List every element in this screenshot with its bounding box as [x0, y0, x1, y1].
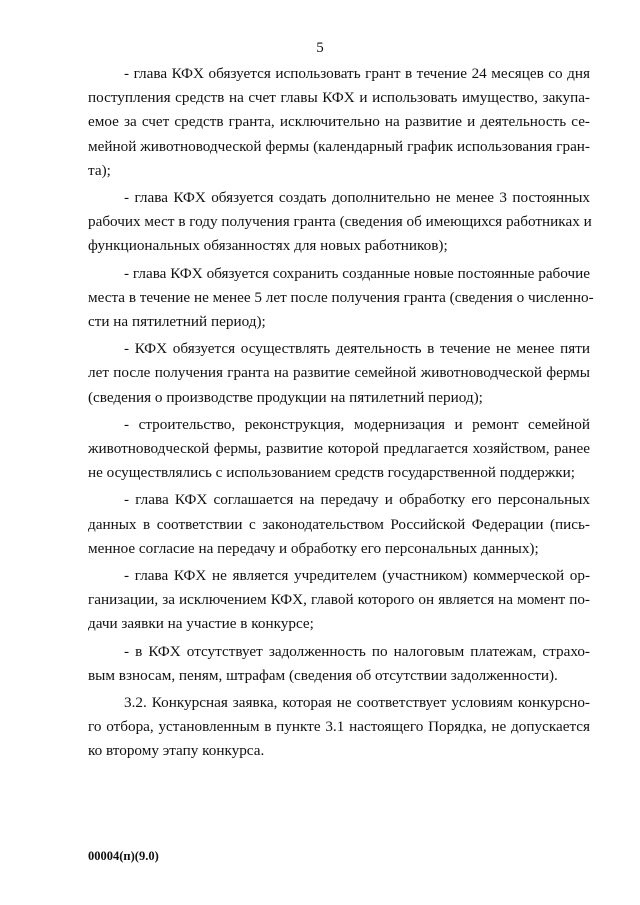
footer-document-code: 00004(п)(9.0) [88, 849, 159, 863]
paragraph [88, 62, 590, 183]
paragraph-line: - глава КФХ обязуется сохранить созданные новые постоянные рабочие [124, 264, 590, 282]
paragraph-line: поступления средств на счет главы КФХ и использовать имущество, закупа- [88, 89, 590, 107]
paragraph-line: - глава КФХ обязуется использовать грант в течение 24 месяцев со дня [124, 65, 590, 82]
paragraph [88, 564, 590, 637]
paragraph-line: рабочих мест в году получения гранта (сведения об имеющихся работниках и [88, 213, 592, 231]
paragraph-line: лет после получения гранта на развитие семейной животноводческой фермы [88, 364, 590, 382]
paragraph-line: - глава КФХ обязуется создать дополнительно не менее 3 постоянных [124, 189, 590, 207]
paragraph-line: ганизации, за исключением КФХ, главой которого он является на момент по- [88, 591, 590, 609]
paragraph [88, 413, 590, 486]
paragraph-line: - строительство, реконструкция, модернизация и ремонт семейной [124, 415, 590, 433]
page-number: 5 [316, 40, 324, 56]
paragraph-line: ко второму этапу конкурса. [88, 742, 265, 760]
paragraph-line: го отбора, установленным в пункте 3.1 настоящего Порядка, не допускается [88, 718, 590, 736]
paragraph-line: - глава КФХ не является учредителем (участником) коммерческой ор- [124, 567, 590, 585]
paragraph-line: дачи заявки на участие в конкурсе; [88, 615, 314, 633]
document-body [88, 62, 594, 764]
paragraph-line: данных в соответствии с законодательством Российской Федерации (пись- [88, 515, 590, 533]
paragraph-line: вым взносам, пеням, штрафам (сведения об отсутствии задолженности). [88, 666, 558, 684]
paragraph-line: - в КФХ отсутствует задолженность по налоговым платежам, страхо- [124, 642, 590, 660]
paragraph-line: сти на пятилетний период); [88, 313, 266, 331]
paragraph [88, 337, 590, 410]
paragraph-line: (сведения о производстве продукции на пятилетний период); [88, 388, 483, 406]
paragraph-line: не осуществлялись с использованием средств государственной поддержки; [88, 464, 575, 482]
paragraph-line: 3.2. Конкурсная заявка, которая не соответствует условиям конкурсно- [124, 694, 590, 712]
paragraph-line: функциональных обязанностях для новых работников); [88, 237, 448, 255]
paragraph-line: - КФХ обязуется осуществлять деятельность в течение не менее пяти [124, 340, 590, 358]
paragraph-line: места в течение не менее 5 лет после получения гранта (сведения о численно- [88, 288, 594, 306]
paragraph [88, 262, 594, 335]
paragraph [88, 186, 590, 259]
paragraph [88, 691, 590, 764]
paragraph [88, 488, 590, 561]
paragraph [88, 640, 590, 688]
paragraph-line: мейной животноводческой фермы (календарный график использования гран- [88, 137, 590, 155]
paragraph-line: емое за счет средств гранта, исключительно на развитие и деятельность се- [88, 113, 590, 131]
paragraph-line: менное согласие на передачу и обработку его персональных данных); [88, 539, 539, 557]
paragraph-line: та); [88, 161, 111, 179]
paragraph-line: - глава КФХ соглашается на передачу и обработку его персональных [124, 491, 590, 509]
paragraph-line: животноводческой фермы, развитие которой предлагается хозяйством, ранее [88, 440, 590, 458]
